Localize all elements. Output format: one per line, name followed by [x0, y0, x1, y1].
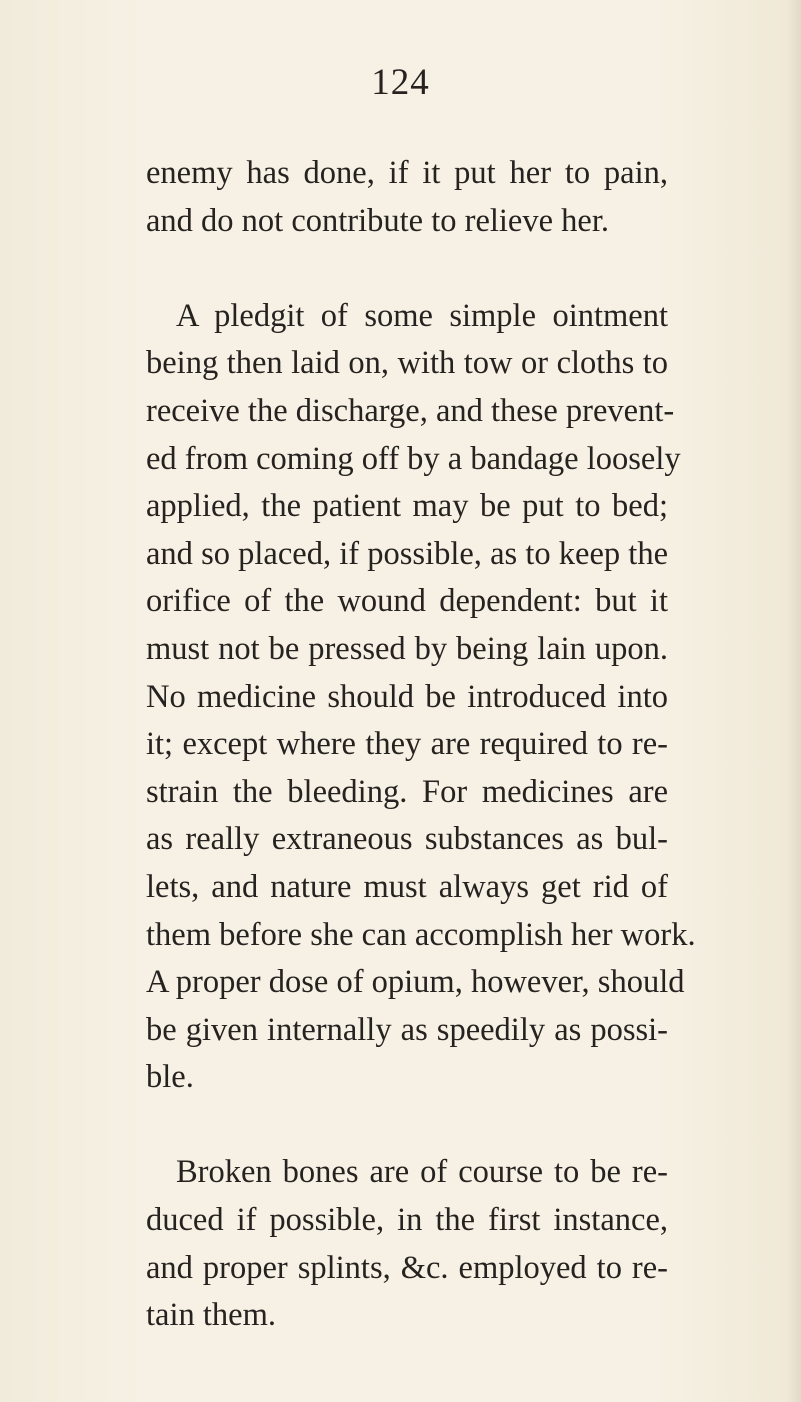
paragraph-3: [146, 1149, 668, 1339]
text-line: and proper splints, &c. employed to re-: [146, 1249, 668, 1286]
paragraph-1: [146, 150, 668, 245]
body-text: [146, 150, 696, 1340]
text-line: lets, and nature must always get rid of: [146, 868, 668, 905]
text-line: being then laid on, with tow or cloths to: [146, 345, 668, 382]
text-line: tain them.: [146, 1297, 276, 1334]
text-line: Broken bones are of course to be re-: [176, 1154, 668, 1191]
text-line: it; except where they are required to re-: [146, 726, 668, 763]
paragraph-2: [146, 293, 696, 1102]
text-line: A proper dose of opium, however, should: [146, 964, 685, 1001]
text-line: receive the discharge, and these prevent-: [146, 392, 675, 429]
text-line: applied, the patient may be put to bed;: [146, 488, 668, 525]
text-line: and do not contribute to relieve her.: [146, 202, 609, 239]
text-line: must not be pressed by being lain upon.: [146, 630, 668, 667]
text-line: strain the bleeding. For medicines are: [146, 773, 668, 810]
text-line: A pledgit of some simple ointment: [176, 297, 668, 334]
page-number: 124: [371, 62, 430, 103]
text-line: orifice of the wound dependent: but it: [146, 583, 668, 620]
text-line: be given internally as speedily as possi-: [146, 1011, 668, 1048]
text-line: No medicine should be introduced into: [146, 678, 668, 715]
text-line: them before she can accomplish her work.: [146, 916, 696, 953]
text-line: enemy has done, if it put her to pain,: [146, 155, 668, 191]
page-edge-shadow: [787, 0, 801, 1402]
text-line: and so placed, if possible, as to keep the: [146, 535, 668, 572]
text-line: ble.: [146, 1059, 194, 1096]
text-line: ed from coming off by a bandage loosely: [146, 440, 681, 477]
text-line: as really extraneous substances as bul-: [146, 821, 668, 858]
text-line: duced if possible, in the first instance,: [146, 1202, 668, 1239]
